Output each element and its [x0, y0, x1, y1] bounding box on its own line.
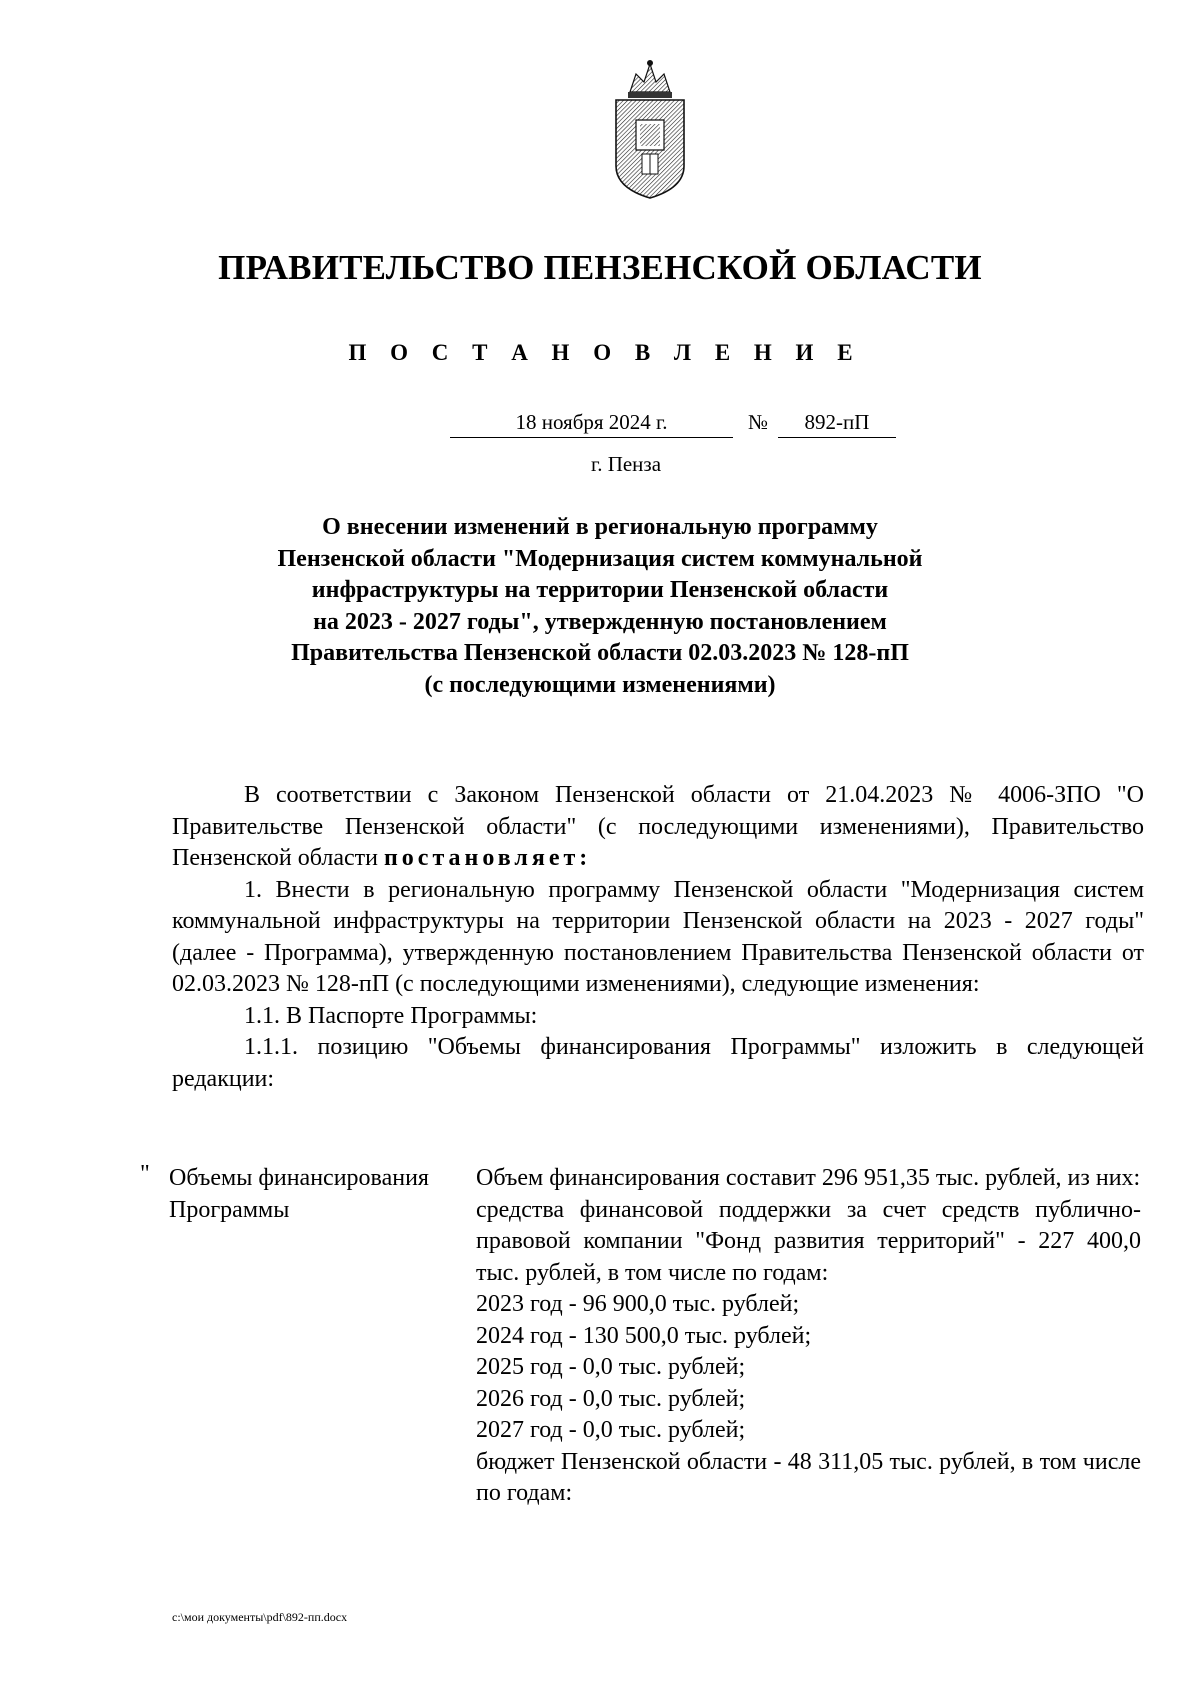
decree-number: 892-пП	[778, 410, 896, 438]
decree-body	[172, 780, 1144, 1095]
decree-subject	[240, 512, 960, 701]
financing-line: средства финансовой поддержки за счет средств публично-правовой компании "Фонд развития территорий" - 227 400,0 тыс. рублей, в том числе по годам:	[476, 1196, 1141, 1286]
date-number-line	[450, 410, 900, 442]
subject-line: (с последующими изменениями)	[424, 671, 776, 698]
item-1: 1. Внести в региональную программу Пензенской области "Модернизация систем коммунальной инфраструктуры на территории Пензенской области на 2023 - 2027 годы" (далее - Программа), утвержденную постановлением Правительства Пензенской области от 02.03.2023 № 128-пП (с последующими изменениями), следующие изменения:	[172, 876, 1144, 997]
open-quote: "	[140, 1161, 150, 1187]
financing-line: 2025 год - 0,0 тыс. рублей;	[476, 1354, 746, 1380]
financing-line: 2024 год - 130 500,0 тыс. рублей;	[476, 1322, 812, 1349]
document-type: П О С Т А Н О В Л Е Н И Е	[348, 340, 862, 365]
subject-line: Пензенской области "Модернизация систем коммунальной	[277, 545, 923, 572]
passport-right-content	[476, 1163, 1141, 1510]
passport-left-label: Объемы финансирования Программы	[169, 1165, 429, 1223]
financing-line: бюджет Пензенской области - 48 311,05 тыс. рублей, в том числе по годам:	[476, 1448, 1141, 1506]
preamble-paragraph	[172, 780, 1144, 875]
subject-line: Правительства Пензенской области 02.03.2023 № 128-пП	[291, 640, 909, 666]
decree-date: 18 ноября 2024 г.	[450, 410, 733, 438]
financing-line: 2023 год - 96 900,0 тыс. рублей;	[476, 1291, 800, 1317]
financing-line: 2027 год - 0,0 тыс. рублей;	[476, 1417, 746, 1443]
financing-line: 2026 год - 0,0 тыс. рублей;	[476, 1385, 746, 1412]
subject-line: инфраструктуры на территории Пензенской области	[311, 577, 889, 603]
subject-line: О внесении изменений в региональную программу	[322, 514, 878, 540]
resolves-word: постановляет:	[383, 845, 592, 871]
item-1-1-1: 1.1.1. позицию "Объемы финансирования Программы" изложить в следующей редакции:	[172, 1034, 1144, 1092]
number-sign: №	[748, 410, 769, 434]
financing-line: Объем финансирования составит 296 951,35 тыс. рублей, из них:	[476, 1165, 1141, 1191]
subject-line: на 2023 - 2027 годы", утвержденную постановлением	[313, 608, 887, 635]
item-1-1: 1.1. В Паспорте Программы:	[244, 1002, 538, 1029]
government-title: ПРАВИТЕЛЬСТВО ПЕНЗЕНСКОЙ ОБЛАСТИ	[218, 248, 982, 287]
city: г. Пенза	[590, 452, 662, 476]
preamble-text: В соответствии с Законом Пензенской области от 21.04.2023 № 4006-ЗПО "О Правительстве Пензенской области" (с последующими изменениями), Правительство Пензенской области	[172, 782, 1144, 871]
file-path-footer: c:\мои документы\pdf\892-пп.docx	[172, 1610, 348, 1624]
coat-of-arms-icon	[606, 58, 694, 200]
